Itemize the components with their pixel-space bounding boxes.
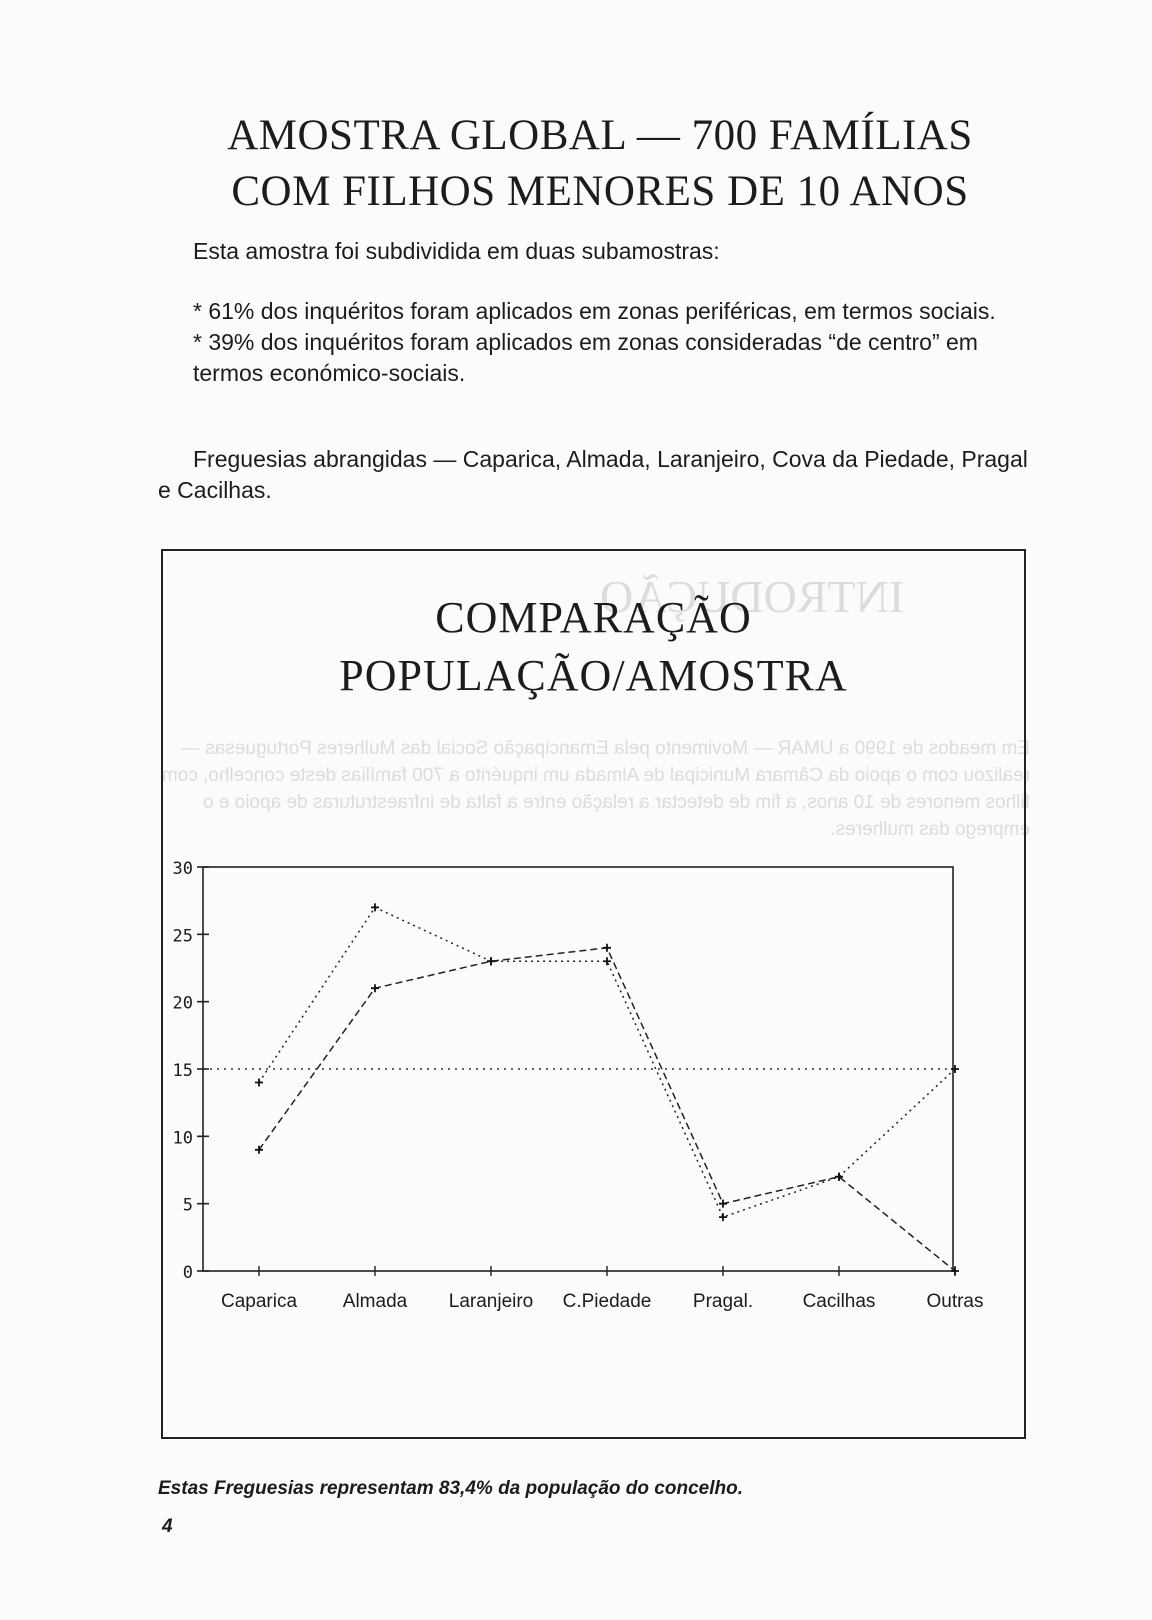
x-tick-label: Outras [926,1291,984,1312]
subsample-item: * 61% dos inquéritos foram aplicados em zonas periféricas, em termos sociais. [193,298,996,324]
chart-frame [161,549,1026,1439]
show-through-text: Em meados de 1990 a UMAR — Movimento pela Emancipação Social das Mulheres Portuguesas — realizou com o apoio da Câmara Municipal de Almada um inquérito a 700 famílias deste concelho, com filhos menores de 10 anos, a fim de detectar a relação entre a falta de infraestruturas de apoio e o emprego das mulheres. [161,738,1030,840]
data-point [603,957,611,965]
series-line [259,907,955,1217]
subsample-list [193,296,1033,389]
x-tick-label: Laranjeiro [448,1291,534,1312]
chart-title-line: POPULAÇÃO/AMOSTRA [339,651,848,700]
show-through-title: INTRODUÇÃO [600,571,905,622]
data-point [487,957,495,965]
intro-paragraph: Esta amostra foi subdividida em duas subamostras: [193,238,720,264]
y-tick-label: 5 [182,1195,193,1216]
page-number: 4 [162,1516,173,1537]
x-tick-label: Pragal. [692,1291,754,1312]
subsample-item: * 39% dos inquéritos foram aplicados em zonas consideradas “de centro” em termos económico-sociais. [193,329,978,386]
data-point [371,903,379,911]
x-tick-label: Almada [342,1291,408,1312]
data-point [603,944,611,952]
freguesias-paragraph: Freguesias abrangidas — Caparica, Almada, Laranjeiro, Cova da Piedade, Pragal e Cacilhas. [158,446,1028,503]
y-tick-label: 10 [172,1128,193,1149]
y-tick-label: 25 [172,926,193,947]
y-tick-label: 30 [172,859,193,879]
page-title [150,108,1050,220]
series-line [259,948,955,1271]
data-point [371,984,379,992]
x-tick-label: C.Piedade [562,1291,652,1312]
x-tick-label: Cacilhas [802,1291,876,1312]
data-point [719,1200,727,1208]
y-tick-label: 15 [172,1061,193,1081]
data-point [255,1078,263,1086]
line-chart [163,551,1024,1437]
chart-title-line: COMPARAÇÃO [435,593,752,642]
y-tick-label: 20 [172,993,193,1014]
page-title-line: COM FILHOS MENORES DE 10 ANOS [231,168,969,215]
data-point [719,1213,727,1221]
x-tick-label: Caparica [220,1291,298,1312]
figure-caption: Estas Freguesias representam 83,4% da população do concelho. [158,1478,743,1499]
y-tick-label: 0 [182,1263,193,1283]
page-title-line: AMOSTRA GLOBAL — 700 FAMÍLIAS [227,112,973,159]
